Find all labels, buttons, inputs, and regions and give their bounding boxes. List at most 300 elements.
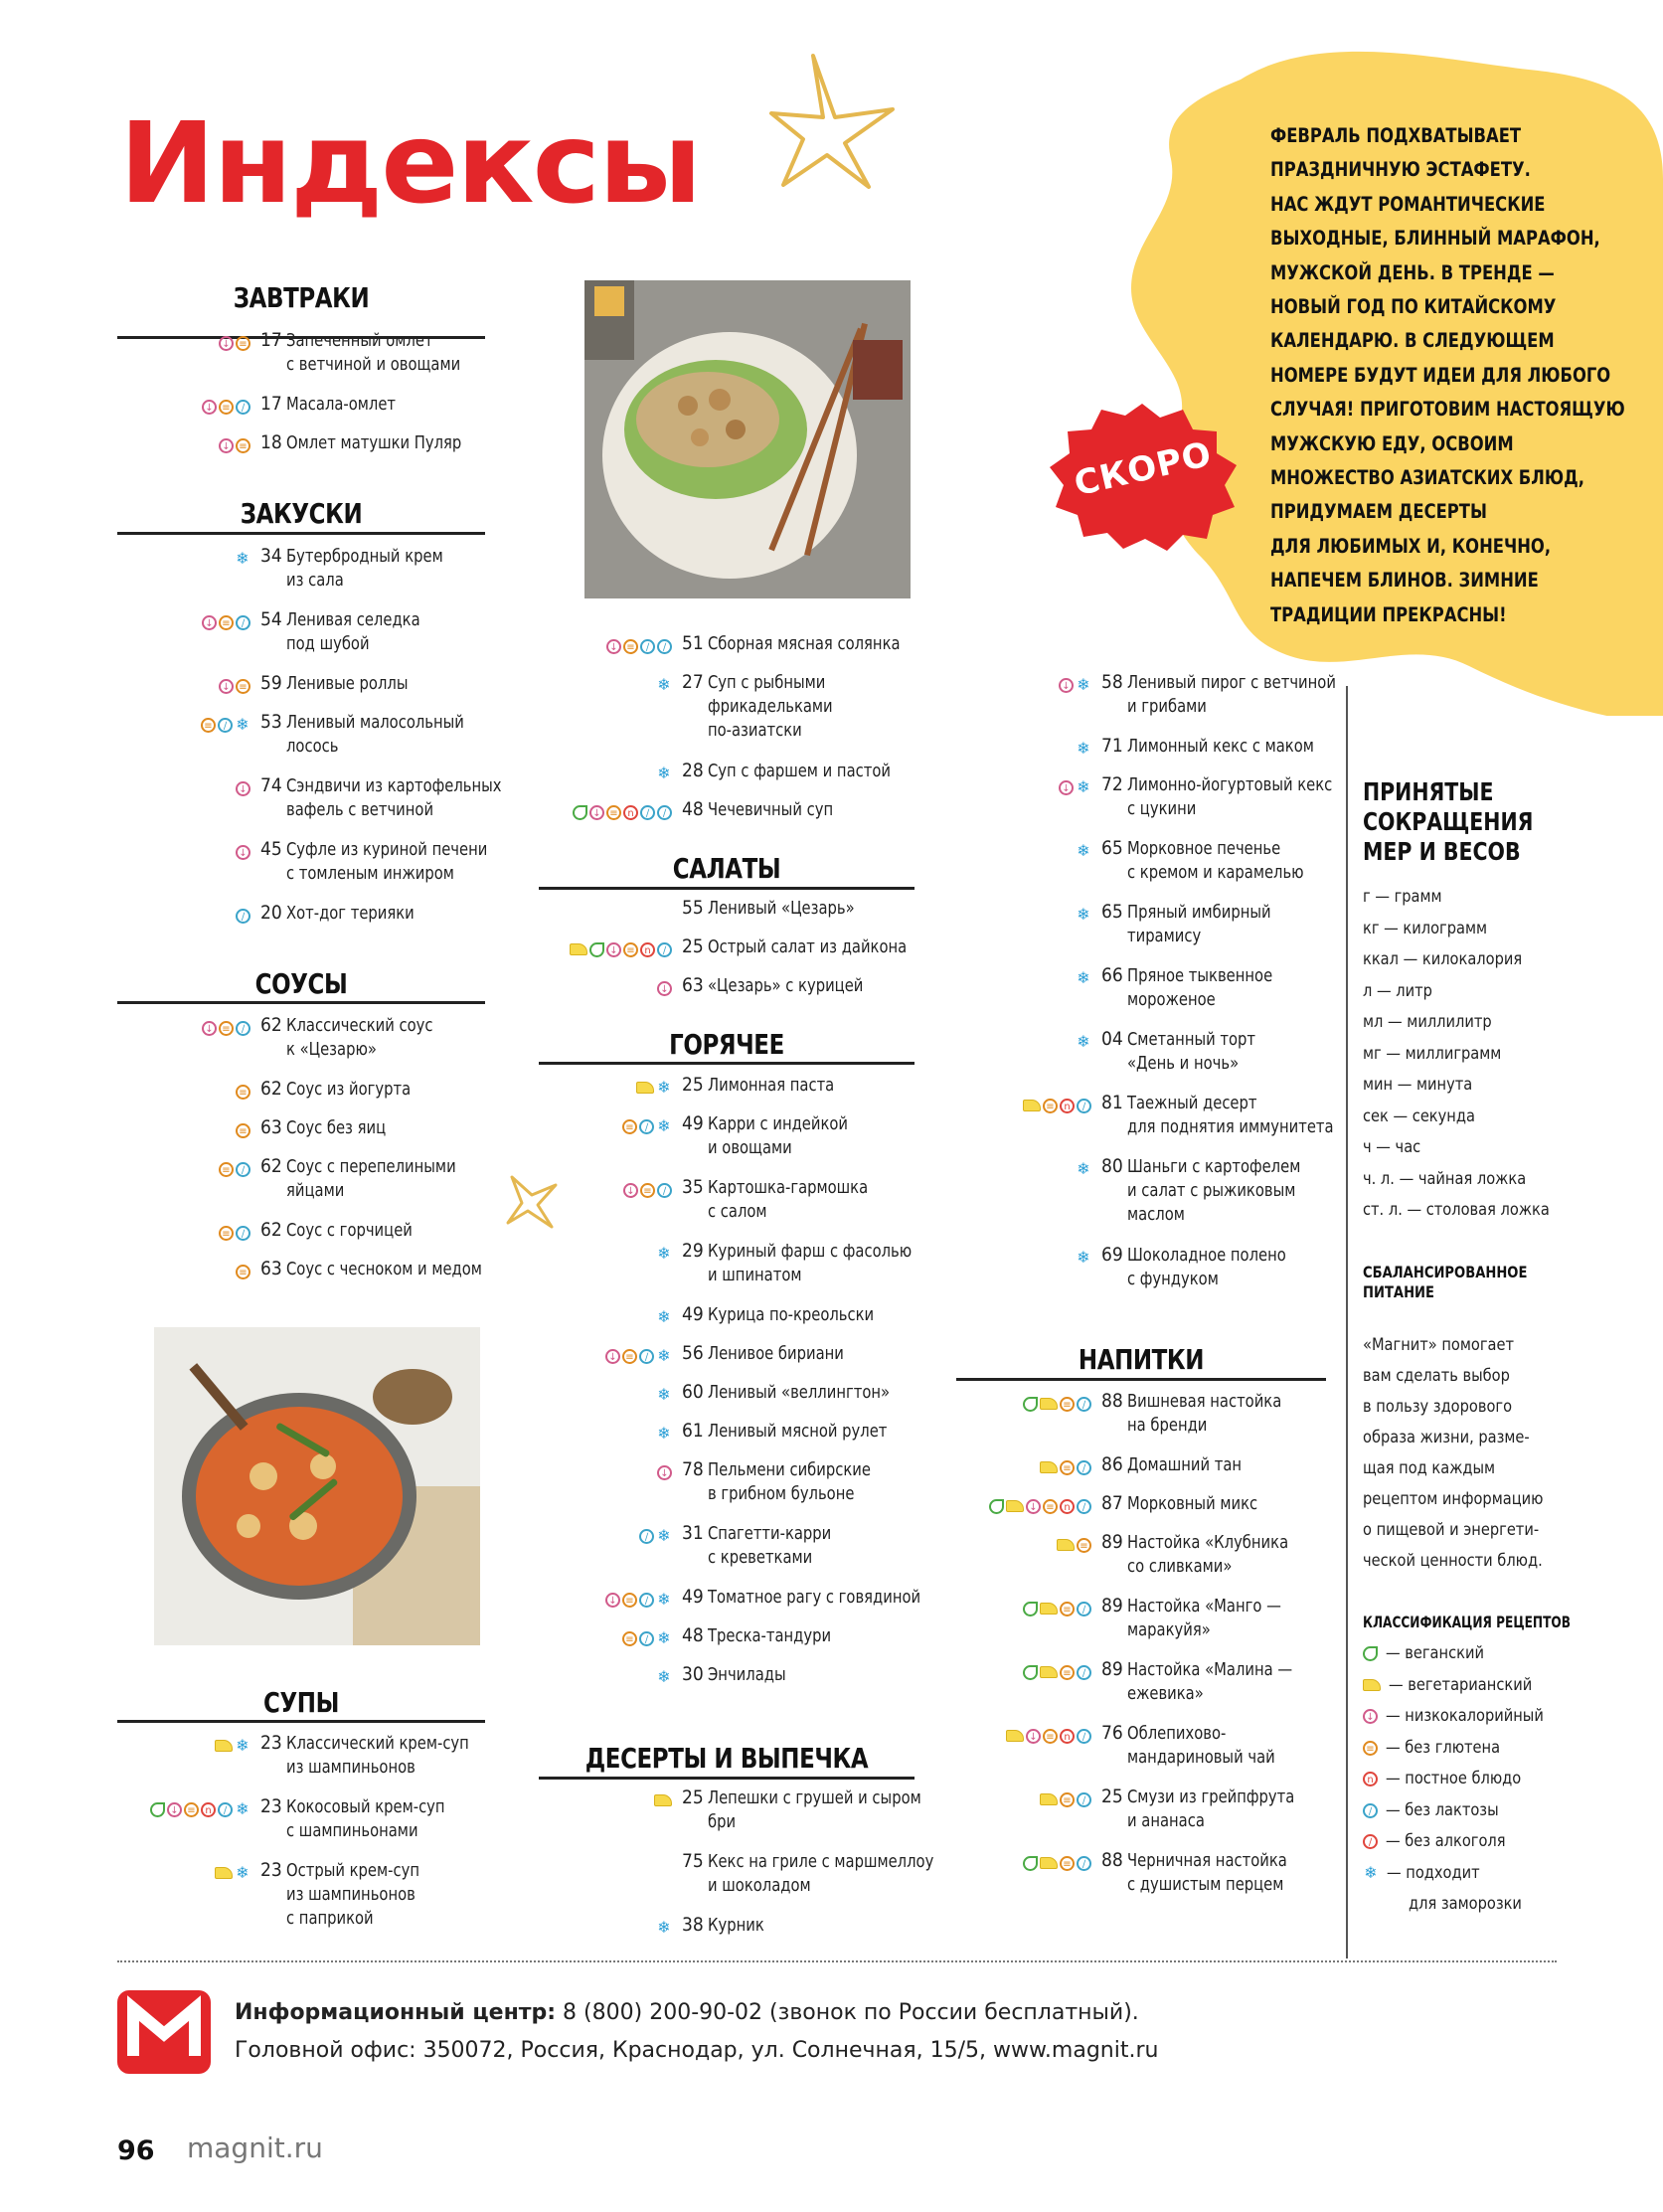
vegan-icon <box>1023 1397 1038 1412</box>
recipe-title-line: Картошка-гармошка <box>708 1177 869 1198</box>
recipe-title-line: Чечевичный суп <box>708 799 834 820</box>
promo-line: МНОЖЕСТВО АЗИАТСКИХ БЛЮД, <box>1270 466 1584 490</box>
recipe-title-line: для поднятия иммунитета <box>1127 1116 1334 1137</box>
lowcal-icon: ↓ <box>236 781 250 796</box>
recipe-page-number: 49 <box>682 1586 704 1608</box>
freeze-icon: ❄ <box>657 1424 671 1443</box>
diet-icons <box>606 634 672 658</box>
freeze-icon: ❄ <box>657 1385 671 1404</box>
gluten-icon: ≡ <box>1363 1741 1378 1756</box>
abbr-item: ч — час <box>1363 1137 1421 1157</box>
diet-icons <box>219 433 250 457</box>
gluten-icon: ≡ <box>1060 1460 1075 1475</box>
lactose-icon: ∕ <box>639 1631 654 1646</box>
lactose-icon: ∕ <box>639 1349 654 1364</box>
legend-extra-text: для заморозки <box>1409 1894 1522 1914</box>
freeze-icon: ❄ <box>657 1918 671 1937</box>
recipe-page-number: 76 <box>1101 1722 1123 1744</box>
recipe-page-number: 28 <box>682 760 704 781</box>
recipe-title-line: с ветчиной и овощами <box>286 354 461 375</box>
lactose-icon: ∕ <box>657 1183 672 1198</box>
recipe-title-line: Суп с рыбными <box>708 672 826 693</box>
recipe-page-number: 49 <box>682 1303 704 1325</box>
gluten-icon: ≡ <box>623 942 638 957</box>
gluten-icon: ≡ <box>201 718 216 733</box>
legend-text: — без глютена <box>1386 1737 1501 1758</box>
diet-icons <box>1076 1246 1091 1270</box>
abbr-item: л — литр <box>1363 980 1432 1001</box>
recipe-title-line: Ленивые роллы <box>286 673 409 694</box>
recipe-title[interactable] <box>1127 773 1332 821</box>
recipe-page-number: 51 <box>682 632 704 654</box>
recipe-title-line: Таежный десерт <box>1127 1093 1257 1113</box>
recipe-title-line: Масала-омлет <box>286 394 397 415</box>
recipe-title-line: Лимонный кекс с маком <box>1127 736 1314 757</box>
freeze-icon: ❄ <box>657 1244 671 1263</box>
recipe-title-line: с креветками <box>708 1547 813 1568</box>
recipe-title[interactable] <box>708 1342 844 1366</box>
freeze-icon: ❄ <box>1077 968 1090 987</box>
recipe-title-line: Острый салат из дайкона <box>708 936 908 957</box>
recipe-title-line: из сала <box>286 570 344 591</box>
promo-line: ТРАДИЦИИ ПРЕКРАСНЫ! <box>1270 602 1507 626</box>
diet-icons <box>1076 966 1091 990</box>
recipe-title-line: Соус из йогурта <box>286 1079 412 1100</box>
legend-text: — веганский <box>1386 1643 1484 1663</box>
recipe-title-line: Ленивая селедка <box>286 609 420 630</box>
recipe-title[interactable] <box>1127 837 1304 885</box>
recipe-page-number: 87 <box>1101 1492 1123 1514</box>
legend-item <box>1363 1764 1621 1795</box>
recipe-title-line: Пряное тыквенное <box>1127 965 1273 986</box>
balanced-text-line: щая под каждым <box>1363 1458 1496 1478</box>
promo-line: МУЖСКУЮ ЕДУ, ОСВОИМ <box>1270 431 1514 455</box>
lactose-icon: ∕ <box>1077 1397 1091 1412</box>
recipe-title[interactable] <box>286 1078 411 1102</box>
diet-icons <box>236 904 250 928</box>
lowcal-icon: ↓ <box>1026 1499 1041 1514</box>
diet-icons <box>1006 1724 1091 1748</box>
lactose-icon: ∕ <box>1077 1729 1091 1744</box>
recipe-title-line: Черничная настойка <box>1127 1850 1287 1871</box>
diet-icons <box>1040 1455 1091 1479</box>
recipe-title-line: Суфле из куриной печени <box>286 839 488 860</box>
recipe-page-number: 63 <box>260 1258 282 1279</box>
recipe-title-line: тирамису <box>1127 926 1202 946</box>
recipe-title[interactable] <box>708 1381 890 1405</box>
gluten-icon: ≡ <box>236 1123 250 1138</box>
recipe-title[interactable] <box>708 936 907 959</box>
veg-icon <box>1040 1603 1058 1615</box>
recipe-title[interactable] <box>1127 1453 1242 1477</box>
recipe-page-number: 27 <box>682 671 704 693</box>
recipe-title[interactable] <box>1127 1492 1257 1516</box>
recipe-page-number: 54 <box>260 608 282 630</box>
recipe-title[interactable] <box>708 1914 764 1938</box>
freeze-icon: ❄ <box>1077 1032 1090 1051</box>
recipe-title[interactable] <box>708 897 855 921</box>
balanced-title-line: ПИТАНИЕ <box>1363 1282 1434 1301</box>
diet-icons <box>1076 737 1091 761</box>
lactose-icon: ∕ <box>236 400 250 415</box>
balanced-text-line: вам сделать выбор <box>1363 1366 1510 1386</box>
diet-icons <box>219 674 250 698</box>
gluten-icon: ≡ <box>1060 1792 1075 1807</box>
lactose-icon: ∕ <box>236 1021 250 1036</box>
recipe-page-number: 86 <box>1101 1453 1123 1475</box>
recipe-title[interactable] <box>708 1112 848 1160</box>
recipe-title[interactable] <box>708 1240 912 1287</box>
section-rule <box>117 532 485 535</box>
recipe-title[interactable] <box>708 1074 834 1098</box>
recipe-title-line: Настойка «Малина — <box>1127 1659 1293 1680</box>
vegan-icon <box>150 1802 165 1817</box>
legend-item <box>1363 1858 1621 1890</box>
veg-icon <box>1023 1100 1041 1111</box>
recipe-title[interactable] <box>286 431 461 455</box>
recipe-title-line: Спагетти-карри <box>708 1523 832 1544</box>
recipe-title[interactable] <box>1127 964 1272 1012</box>
recipe-title[interactable] <box>286 1795 445 1843</box>
diet-icons <box>219 1157 250 1181</box>
recipe-title[interactable] <box>286 838 487 886</box>
diet-icons <box>1059 775 1091 799</box>
recipe-page-number: 18 <box>260 431 282 453</box>
recipe-page-number: 62 <box>260 1014 282 1036</box>
veg-icon <box>1040 1793 1058 1805</box>
recipe-page-number: 59 <box>260 672 282 694</box>
veg-icon <box>1040 1461 1058 1473</box>
freeze-icon: ❄ <box>1077 739 1090 758</box>
diet-icons <box>219 331 250 355</box>
recipe-page-number: 72 <box>1101 773 1123 795</box>
freeze-icon: ❄ <box>236 715 249 734</box>
recipe-title[interactable] <box>1127 1595 1281 1642</box>
recipe-page-number: 89 <box>1101 1595 1123 1616</box>
recipe-title-line: Соус с перепелиными <box>286 1156 456 1177</box>
gluten-icon: ≡ <box>236 1265 250 1279</box>
promo-line: НАС ЖДУТ РОМАНТИЧЕСКИЕ <box>1270 192 1546 216</box>
recipe-title[interactable] <box>1127 1390 1281 1438</box>
recipe-title[interactable] <box>1127 671 1336 719</box>
lenten-icon: n <box>623 805 638 820</box>
lowcal-icon: ↓ <box>202 400 217 415</box>
balanced-text-line: образа жизни, разме- <box>1363 1428 1530 1447</box>
freeze-icon: ❄ <box>1077 1248 1090 1267</box>
freeze-icon: ❄ <box>236 1736 249 1755</box>
lowcal-icon: ↓ <box>1026 1729 1041 1744</box>
abbr-title <box>1363 777 1533 867</box>
abbr-list <box>1363 882 1601 1227</box>
caesar-salad-photo <box>584 280 911 598</box>
veg-icon <box>1363 1679 1381 1691</box>
recipe-page-number: 35 <box>682 1176 704 1198</box>
recipe-title[interactable] <box>708 1624 831 1648</box>
gluten-icon: ≡ <box>184 1802 199 1817</box>
recipe-page-number: 62 <box>260 1219 282 1241</box>
recipe-title[interactable] <box>708 1787 921 1834</box>
vegan-icon <box>589 942 604 957</box>
recipe-title[interactable] <box>286 1732 469 1780</box>
recipe-title-line: с цукини <box>1127 798 1197 819</box>
lactose-icon: ∕ <box>218 1802 233 1817</box>
diet-icons <box>202 395 250 419</box>
abbr-item: сек — секунда <box>1363 1106 1475 1126</box>
diet-icons <box>236 1080 250 1104</box>
recipe-title-line: к «Цезарю» <box>286 1039 377 1060</box>
recipe-title-line: Вишневая настойка <box>1127 1391 1282 1412</box>
recipe-title[interactable] <box>708 1420 887 1444</box>
legend-list <box>1363 1638 1621 1921</box>
noalc-icon: ∕ <box>1363 1834 1378 1849</box>
promo-line: НАПЕЧЕМ БЛИНОВ. ЗИМНИЕ <box>1270 569 1539 593</box>
recipe-page-number: 53 <box>260 711 282 733</box>
diet-icons <box>989 1494 1091 1518</box>
recipe-page-number: 63 <box>260 1116 282 1138</box>
recipe-title[interactable] <box>286 1859 419 1931</box>
recipe-title-line: Запеченный омлет <box>286 330 433 351</box>
recipe-title[interactable] <box>1127 1786 1294 1833</box>
recipe-page-number: 49 <box>682 1112 704 1134</box>
recipe-title-line: Карри с индейкой <box>708 1113 849 1134</box>
recipe-title[interactable] <box>708 1303 874 1327</box>
abbr-item: кг — килограмм <box>1363 918 1488 938</box>
recipe-title[interactable] <box>1127 901 1271 948</box>
section-title-desserts: ДЕСЕРТЫ И ВЫПЕЧКА <box>584 1742 869 1775</box>
recipe-title[interactable] <box>286 1219 413 1243</box>
recipe-title[interactable] <box>286 1116 386 1140</box>
freeze-icon: ❄ <box>1077 1159 1090 1178</box>
recipe-page-number: 38 <box>682 1914 704 1936</box>
recipe-page-number: 78 <box>682 1458 704 1480</box>
diet-icons <box>636 1076 672 1100</box>
recipe-title-line: Соус без яиц <box>286 1117 387 1138</box>
gluten-icon: ≡ <box>1043 1729 1058 1744</box>
section-rule <box>539 887 915 890</box>
recipe-title[interactable] <box>286 329 460 377</box>
recipe-title-line: Лимонно-йогуртовый кекс <box>1127 774 1333 795</box>
recipe-title-line: с салом <box>708 1201 767 1222</box>
recipe-title[interactable] <box>286 1014 432 1062</box>
recipe-title[interactable] <box>1127 1722 1275 1770</box>
recipe-title[interactable] <box>286 902 415 926</box>
recipe-title-line: с паприкой <box>286 1908 374 1929</box>
recipe-title[interactable] <box>708 1850 933 1898</box>
footer-site[interactable]: magnit.ru <box>187 2131 323 2164</box>
legend-item <box>1363 1733 1621 1765</box>
freeze-icon: ❄ <box>1077 905 1090 924</box>
recipe-title[interactable] <box>708 1458 871 1506</box>
lactose-icon: ∕ <box>639 1529 654 1544</box>
recipe-title[interactable] <box>286 608 420 656</box>
footer-info-label: Информационный центр: <box>235 2000 557 2025</box>
lactose-icon: ∕ <box>1363 1803 1378 1818</box>
recipe-page-number: 63 <box>682 974 704 996</box>
diet-icons <box>657 976 672 1000</box>
recipe-title[interactable] <box>708 1663 786 1687</box>
diet-icons <box>622 1626 672 1650</box>
star-doodle-small <box>502 1171 562 1231</box>
lactose-icon: ∕ <box>657 805 672 820</box>
recipe-title-line: на бренди <box>1127 1415 1208 1436</box>
diet-icons <box>1057 1533 1091 1557</box>
veg-icon <box>215 1867 233 1879</box>
recipe-title[interactable] <box>1127 1658 1292 1706</box>
recipe-page-number: 17 <box>260 393 282 415</box>
recipe-title-line: Кекс на гриле с маршмеллоу <box>708 1851 934 1872</box>
freeze-icon: ❄ <box>657 1628 671 1647</box>
recipe-title-line: и грибами <box>1127 696 1207 717</box>
recipe-title[interactable] <box>708 1586 920 1610</box>
recipe-page-number: 75 <box>682 1850 704 1872</box>
legend-text: — без лактозы <box>1386 1799 1499 1820</box>
veg-icon <box>1006 1730 1024 1742</box>
recipe-title-line: с кремом и карамелью <box>1127 862 1304 883</box>
recipe-title[interactable] <box>708 798 833 822</box>
freeze-icon: ❄ <box>1077 841 1090 860</box>
diet-icons <box>219 1221 250 1245</box>
diet-icons <box>236 840 250 864</box>
recipe-page-number: 29 <box>682 1240 704 1262</box>
recipe-title-line: Ленивый мясной рулет <box>708 1421 888 1442</box>
recipe-title-line: Морковное печенье <box>1127 838 1281 859</box>
section-title-snacks: ЗАКУСКИ <box>240 497 363 530</box>
recipe-title[interactable] <box>1127 1531 1288 1579</box>
diet-icons <box>570 937 672 961</box>
recipe-title[interactable] <box>286 545 443 593</box>
recipe-title-line: и шпинатом <box>708 1265 802 1285</box>
recipe-title[interactable] <box>1127 1244 1286 1291</box>
recipe-title-line: Соус с чесноком и медом <box>286 1259 482 1279</box>
recipe-title-line: Смузи из грейпфрута <box>1127 1787 1295 1807</box>
diet-icons <box>202 610 250 634</box>
lowcal-icon: ↓ <box>589 805 604 820</box>
recipe-title[interactable] <box>286 672 408 696</box>
abbr-item: мл — миллилитр <box>1363 1012 1492 1032</box>
gluten-icon: ≡ <box>622 1119 637 1134</box>
freeze-icon: ❄ <box>236 1799 249 1818</box>
lactose-icon: ∕ <box>1077 1602 1091 1616</box>
diet-icons <box>1076 1157 1091 1181</box>
diet-icons <box>657 1460 672 1484</box>
recipe-title-line: Шоколадное полено <box>1127 1245 1286 1266</box>
recipe-title[interactable] <box>708 1522 831 1570</box>
lowcal-icon: ↓ <box>657 981 672 996</box>
lowcal-icon: ↓ <box>202 1021 217 1036</box>
diet-icons <box>656 1665 672 1689</box>
freeze-icon: ❄ <box>657 1116 671 1135</box>
recipe-title-line: Лепешки с грушей и сыром <box>708 1787 921 1808</box>
recipe-title[interactable] <box>708 974 863 998</box>
abbr-item: г — грамм <box>1363 887 1442 907</box>
diet-icons <box>1023 1660 1091 1684</box>
recipe-title[interactable] <box>1127 1028 1255 1076</box>
freeze-icon: ❄ <box>236 1863 249 1882</box>
recipe-page-number: 23 <box>260 1732 282 1754</box>
legend-text: — вегетарианский <box>1389 1674 1533 1695</box>
recipe-title-line: «День и ночь» <box>1127 1053 1240 1074</box>
gluten-icon: ≡ <box>1060 1397 1075 1412</box>
diet-icons <box>236 776 250 800</box>
page-number: 96 <box>117 2135 155 2166</box>
gluten-icon: ≡ <box>1043 1099 1058 1113</box>
recipe-title[interactable] <box>286 711 464 759</box>
magnit-logo <box>117 1990 211 2074</box>
legend-item <box>1363 1701 1621 1733</box>
recipe-title[interactable] <box>708 632 901 656</box>
recipe-page-number: 17 <box>260 329 282 351</box>
promo-line: СЛУЧАЯ! ПРИГОТОВИМ НАСТОЯЩУЮ <box>1270 398 1625 422</box>
recipe-page-number: 69 <box>1101 1244 1123 1266</box>
lowcal-icon: ↓ <box>1363 1709 1378 1724</box>
lactose-icon: ∕ <box>1077 1856 1091 1871</box>
lenten-icon: n <box>640 942 655 957</box>
abbr-title-line: СОКРАЩЕНИЯ <box>1363 807 1534 836</box>
recipe-title-line: Ленивое бириани <box>708 1343 844 1364</box>
veg-icon <box>1006 1500 1024 1512</box>
recipe-title[interactable] <box>1127 1849 1287 1897</box>
sidebar-divider <box>1346 686 1348 1958</box>
vegan-icon <box>989 1499 1004 1514</box>
gluten-icon: ≡ <box>1060 1856 1075 1871</box>
diet-icons <box>1059 673 1091 697</box>
freeze-icon: ❄ <box>657 1307 671 1326</box>
diet-icons <box>656 1242 672 1266</box>
diet-icons <box>1023 1597 1091 1620</box>
lactose-icon: ∕ <box>657 639 672 654</box>
recipe-title[interactable] <box>286 1155 456 1203</box>
recipe-title[interactable] <box>708 1176 868 1224</box>
recipe-title-line: Облепихово- <box>1127 1723 1227 1744</box>
recipe-title[interactable] <box>1127 735 1314 759</box>
recipe-title-line: и овощами <box>708 1137 792 1158</box>
veg-icon <box>1057 1539 1075 1551</box>
recipe-title-line: Классический соус <box>286 1015 433 1036</box>
abbr-item: ч. л. — чайная ложка <box>1363 1168 1527 1189</box>
freeze-icon: ❄ <box>657 764 671 782</box>
recipe-title[interactable] <box>708 760 891 783</box>
recipe-title[interactable] <box>1127 1092 1334 1139</box>
diet-icons <box>656 1916 672 1940</box>
recipe-title[interactable] <box>1127 1155 1300 1227</box>
recipe-page-number: 56 <box>682 1342 704 1364</box>
recipe-title[interactable] <box>286 774 502 822</box>
gluten-icon: ≡ <box>236 438 250 453</box>
legend-item <box>1363 1795 1621 1827</box>
recipe-title[interactable] <box>708 671 833 743</box>
gluten-icon: ≡ <box>219 1226 234 1241</box>
page-title: Индексы <box>119 99 701 229</box>
vegan-icon <box>1023 1665 1038 1680</box>
balanced-text <box>1363 1330 1601 1577</box>
veg-icon <box>570 943 587 955</box>
recipe-page-number: 62 <box>260 1078 282 1100</box>
section-title-sauces: СОУСЫ <box>254 967 348 1000</box>
legend-item <box>1363 1638 1621 1670</box>
abbr-item: ст. л. — столовая ложка <box>1363 1200 1550 1220</box>
veg-icon <box>1040 1398 1058 1410</box>
recipe-title-line: с фундуком <box>1127 1269 1219 1289</box>
recipe-title[interactable] <box>286 393 396 417</box>
recipe-title-line: Сборная мясная солянка <box>708 633 901 654</box>
diet-icons <box>236 1260 250 1283</box>
recipe-title-line: Настойка «Клубника <box>1127 1532 1289 1553</box>
recipe-title[interactable] <box>286 1258 482 1281</box>
footer-office: Головной офис: 350072, Россия, Краснодар, ул. Солнечная, 15/5, www.magnit.ru <box>235 2038 1159 2063</box>
section-rule <box>539 1062 915 1065</box>
freeze-icon: ❄ <box>1077 675 1090 694</box>
recipe-title-line: Пряный имбирный <box>1127 902 1271 923</box>
